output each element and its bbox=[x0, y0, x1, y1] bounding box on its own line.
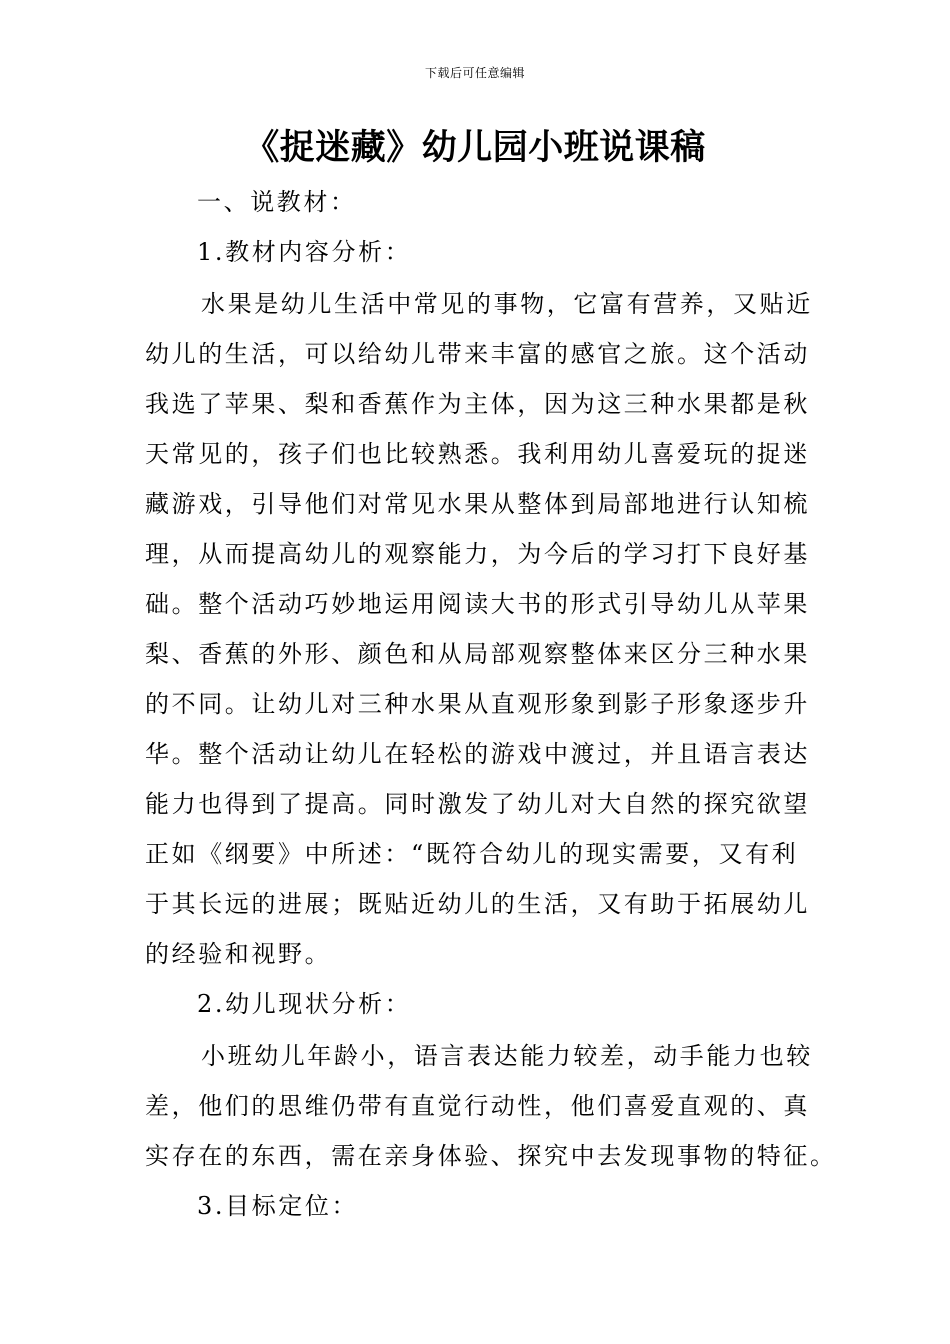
paragraph-line: 能力也得到了提高。同时激发了幼儿对大自然的探究欲望 bbox=[145, 790, 810, 818]
paragraph-line: 正如《纲要》中所述：“既符合幼儿的现实需要，又有利 bbox=[145, 840, 799, 868]
paragraph-line: 我选了苹果、梨和香蕉作为主体，因为这三种水果都是秋 bbox=[145, 390, 810, 418]
paragraph-line: 于其长远的进展；既贴近幼儿的生活，又有助于拓展幼儿 bbox=[145, 890, 810, 918]
subheading-2: 2.幼儿现状分析： bbox=[197, 990, 412, 1018]
paragraph-line: 藏游戏，引导他们对常见水果从整体到局部地进行认知梳 bbox=[145, 490, 810, 518]
paragraph-line: 的经验和视野。 bbox=[145, 940, 332, 968]
section-heading-1: 一、说教材： bbox=[197, 188, 357, 216]
document-body bbox=[145, 177, 837, 1231]
paragraph-1 bbox=[145, 279, 813, 979]
paragraph-2 bbox=[145, 1031, 837, 1181]
paragraph-line: 础。整个活动巧妙地运用阅读大书的形式引导幼儿从苹果 bbox=[145, 590, 810, 618]
subheading-3: 3.目标定位： bbox=[197, 1192, 359, 1220]
paragraph-line: 华。整个活动让幼儿在轻松的游戏中渡过，并且语言表达 bbox=[145, 740, 810, 768]
header-note: 下载后可任意编辑 bbox=[424, 66, 525, 80]
paragraph-line: 幼儿的生活，可以给幼儿带来丰富的感官之旅。这个活动 bbox=[145, 340, 810, 368]
paragraph-line: 梨、香蕉的外形、颜色和从局部观察整体来区分三种水果 bbox=[145, 640, 810, 668]
subheading-1: 1.教材内容分析： bbox=[197, 238, 412, 266]
paragraph-line: 小班幼儿年龄小，语言表达能力较差，动手能力也较 bbox=[201, 1042, 813, 1070]
paragraph-line: 差，他们的思维仍带有直觉行动性，他们喜爱直观的、真 bbox=[145, 1092, 810, 1120]
paragraph-line: 水果是幼儿生活中常见的事物，它富有营养，又贴近 bbox=[201, 290, 813, 318]
paragraph-line: 的不同。让幼儿对三种水果从直观形象到影子形象逐步升 bbox=[145, 690, 810, 718]
page-title: 《捉迷藏》幼儿园小班说课稿 bbox=[244, 128, 706, 168]
paragraph-line: 天常见的，孩子们也比较熟悉。我利用幼儿喜爱玩的捉迷 bbox=[145, 440, 810, 468]
paragraph-line: 理，从而提高幼儿的观察能力，为今后的学习打下良好基 bbox=[145, 540, 810, 568]
paragraph-line: 实存在的东西，需在亲身体验、探究中去发现事物的特征。 bbox=[145, 1142, 837, 1170]
